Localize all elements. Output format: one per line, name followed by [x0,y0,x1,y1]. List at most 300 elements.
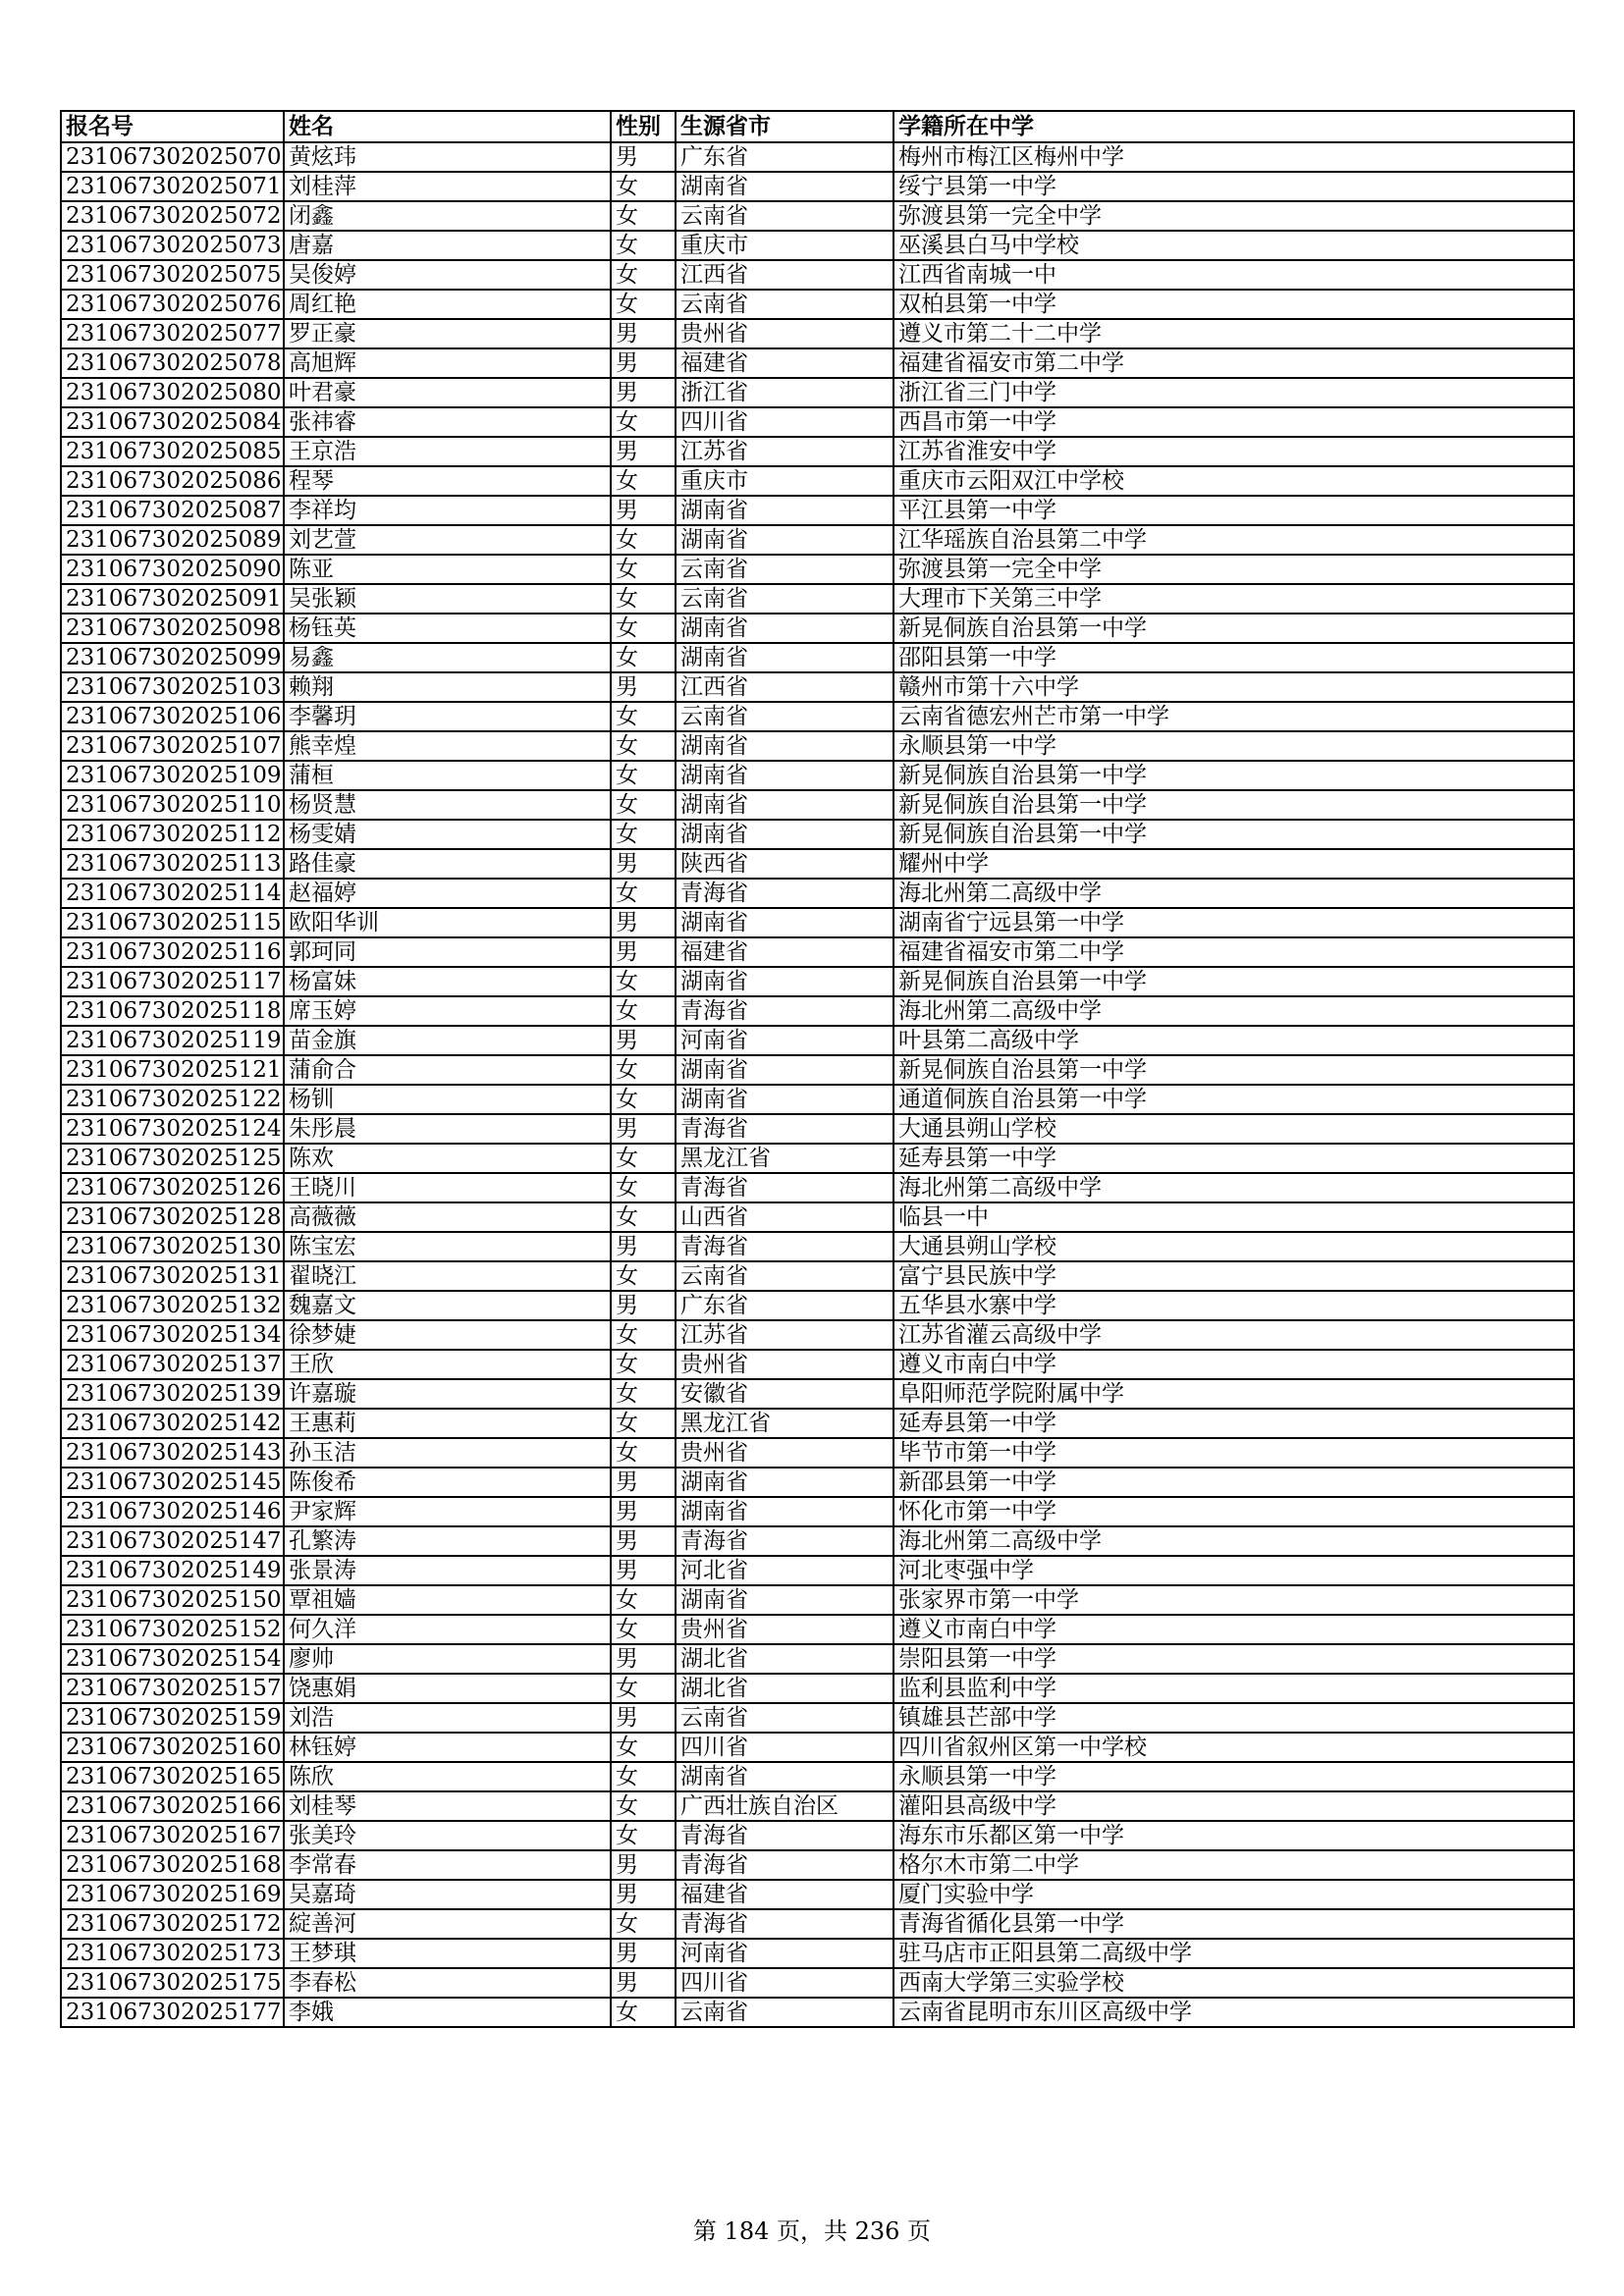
province-cell: 湖南省 [676,1055,893,1085]
province-cell: 广西壮族自治区 [676,1791,893,1821]
gender-cell: 男 [611,378,676,407]
gender-cell: 男 [611,496,676,525]
name-cell: 吴嘉琦 [284,1880,611,1909]
province-cell: 浙江省 [676,378,893,407]
name-cell: 尹家辉 [284,1497,611,1526]
gender-cell: 男 [611,1939,676,1968]
name-cell: 蒲桓 [284,761,611,790]
name-cell: 罗正豪 [284,319,611,348]
school-cell: 海北州第二高级中学 [893,996,1574,1026]
province-cell: 青海省 [676,879,893,908]
table-row [61,908,1574,937]
name-cell: 翟晓江 [284,1261,611,1291]
table-row [61,937,1574,967]
province-cell: 湖南省 [676,761,893,790]
school-cell: 新晃侗族自治县第一中学 [893,614,1574,643]
application-number-cell: 231067302025152 [61,1615,284,1644]
province-cell: 福建省 [676,348,893,378]
name-cell: 杨贤慧 [284,790,611,820]
school-cell: 张家界市第一中学 [893,1585,1574,1615]
province-cell: 云南省 [676,702,893,731]
name-cell: 张美玲 [284,1821,611,1850]
application-number-cell: 231067302025073 [61,231,284,260]
table-row [61,525,1574,555]
application-number-cell: 231067302025132 [61,1291,284,1320]
table-row [61,1821,1574,1850]
province-cell: 湖南省 [676,525,893,555]
name-cell: 唐嘉 [284,231,611,260]
province-cell: 湖南省 [676,790,893,820]
school-cell: 灌阳县高级中学 [893,1791,1574,1821]
name-cell: 张景涛 [284,1556,611,1585]
province-cell: 湖南省 [676,967,893,996]
application-number-cell: 231067302025154 [61,1644,284,1674]
province-cell: 青海省 [676,1232,893,1261]
name-cell: 陈亚 [284,555,611,584]
gender-cell: 男 [611,319,676,348]
province-cell: 湖南省 [676,496,893,525]
school-cell: 大理市下关第三中学 [893,584,1574,614]
gender-cell: 男 [611,1703,676,1733]
gender-cell: 男 [611,1526,676,1556]
name-cell: 孙玉洁 [284,1438,611,1468]
province-cell: 山西省 [676,1202,893,1232]
name-cell: 杨富妹 [284,967,611,996]
school-cell: 河北枣强中学 [893,1556,1574,1585]
province-cell: 湖南省 [676,1585,893,1615]
table-row [61,172,1574,201]
province-cell: 江西省 [676,672,893,702]
school-cell: 格尔木市第二中学 [893,1850,1574,1880]
application-number-cell: 231067302025076 [61,290,284,319]
table-row [61,1909,1574,1939]
name-cell: 刘艺萱 [284,525,611,555]
application-number-cell: 231067302025098 [61,614,284,643]
province-cell: 广东省 [676,142,893,172]
gender-cell: 女 [611,201,676,231]
application-number-cell: 231067302025080 [61,378,284,407]
province-cell: 青海省 [676,996,893,1026]
table-header-row [61,111,1574,142]
gender-cell: 男 [611,348,676,378]
application-number-cell: 231067302025089 [61,525,284,555]
name-cell: 吴俊婷 [284,260,611,290]
table-row [61,1968,1574,1998]
gender-cell: 女 [611,290,676,319]
table-row [61,1409,1574,1438]
table-row [61,879,1574,908]
school-cell: 遵义市南白中学 [893,1615,1574,1644]
gender-cell: 男 [611,1497,676,1526]
name-cell: 刘浩 [284,1703,611,1733]
application-number-cell: 231067302025075 [61,260,284,290]
province-cell: 湖南省 [676,172,893,201]
name-cell: 陈俊希 [284,1468,611,1497]
application-number-cell: 231067302025085 [61,437,284,466]
gender-cell: 女 [611,1585,676,1615]
gender-cell: 男 [611,849,676,879]
application-number-cell: 231067302025177 [61,1998,284,2027]
province-cell: 贵州省 [676,1350,893,1379]
gender-cell: 女 [611,1202,676,1232]
school-cell: 云南省昆明市东川区高级中学 [893,1998,1574,2027]
province-cell: 湖南省 [676,1762,893,1791]
school-cell: 叶县第二高级中学 [893,1026,1574,1055]
gender-cell: 女 [611,555,676,584]
page-number: 第 184 页，共 236 页 [692,2217,932,2245]
table-row [61,702,1574,731]
name-cell: 王梦琪 [284,1939,611,1968]
school-cell: 云南省德宏州芒市第一中学 [893,702,1574,731]
gender-cell: 女 [611,1379,676,1409]
school-cell: 大通县朔山学校 [893,1232,1574,1261]
province-cell: 黑龙江省 [676,1144,893,1173]
name-cell: 杨钰英 [284,614,611,643]
table-row [61,1026,1574,1055]
name-cell: 李常春 [284,1850,611,1880]
school-cell: 毕节市第一中学 [893,1438,1574,1468]
application-number-cell: 231067302025172 [61,1909,284,1939]
application-number-cell: 231067302025130 [61,1232,284,1261]
application-number-cell: 231067302025109 [61,761,284,790]
school-cell: 耀州中学 [893,849,1574,879]
table-row [61,290,1574,319]
table-row [61,1173,1574,1202]
table-row [61,1144,1574,1173]
header-application-number: 报名号 [61,111,284,142]
gender-cell: 女 [611,525,676,555]
name-cell: 孔繁涛 [284,1526,611,1556]
table-row [61,1585,1574,1615]
province-cell: 贵州省 [676,319,893,348]
school-cell: 临县一中 [893,1202,1574,1232]
school-cell: 平江县第一中学 [893,496,1574,525]
table-row [61,201,1574,231]
application-number-cell: 231067302025134 [61,1320,284,1350]
gender-cell: 女 [611,1350,676,1379]
gender-cell: 女 [611,1733,676,1762]
province-cell: 湖南省 [676,614,893,643]
table-row [61,967,1574,996]
school-cell: 遵义市第二十二中学 [893,319,1574,348]
name-cell: 王欣 [284,1350,611,1379]
application-number-cell: 231067302025137 [61,1350,284,1379]
gender-cell: 男 [611,1850,676,1880]
gender-cell: 女 [611,1055,676,1085]
table-row [61,672,1574,702]
name-cell: 周红艳 [284,290,611,319]
name-cell: 陈欢 [284,1144,611,1173]
name-cell: 易鑫 [284,643,611,672]
province-cell: 江苏省 [676,1320,893,1350]
province-cell: 湖南省 [676,908,893,937]
table-row [61,1261,1574,1291]
application-number-cell: 231067302025173 [61,1939,284,1968]
gender-cell: 男 [611,1880,676,1909]
application-number-cell: 231067302025142 [61,1409,284,1438]
application-number-cell: 231067302025103 [61,672,284,702]
table-row [61,466,1574,496]
name-cell: 李春松 [284,1968,611,1998]
application-number-cell: 231067302025084 [61,407,284,437]
name-cell: 魏嘉文 [284,1291,611,1320]
name-cell: 王惠莉 [284,1409,611,1438]
province-cell: 安徽省 [676,1379,893,1409]
gender-cell: 男 [611,1556,676,1585]
gender-cell: 男 [611,142,676,172]
name-cell: 李祥均 [284,496,611,525]
application-number-cell: 231067302025090 [61,555,284,584]
table-row [61,1674,1574,1703]
name-cell: 叶君豪 [284,378,611,407]
gender-cell: 女 [611,643,676,672]
province-cell: 青海省 [676,1526,893,1556]
school-cell: 邵阳县第一中学 [893,643,1574,672]
name-cell: 欧阳华训 [284,908,611,937]
gender-cell: 女 [611,1791,676,1821]
school-cell: 江苏省灌云高级中学 [893,1320,1574,1350]
school-cell: 新晃侗族自治县第一中学 [893,1055,1574,1085]
province-cell: 贵州省 [676,1438,893,1468]
application-number-cell: 231067302025157 [61,1674,284,1703]
name-cell: 郭珂同 [284,937,611,967]
application-number-cell: 231067302025125 [61,1144,284,1173]
school-cell: 厦门实验中学 [893,1880,1574,1909]
gender-cell: 女 [611,1261,676,1291]
application-number-cell: 231067302025147 [61,1526,284,1556]
school-cell: 浙江省三门中学 [893,378,1574,407]
name-cell: 张祎睿 [284,407,611,437]
school-cell: 绥宁县第一中学 [893,172,1574,201]
gender-cell: 男 [611,437,676,466]
application-number-cell: 231067302025110 [61,790,284,820]
name-cell: 熊幸煌 [284,731,611,761]
name-cell: 赵福婷 [284,879,611,908]
table-row [61,1232,1574,1261]
school-cell: 崇阳县第一中学 [893,1644,1574,1674]
school-cell: 新晃侗族自治县第一中学 [893,761,1574,790]
name-cell: 陈宝宏 [284,1232,611,1261]
gender-cell: 女 [611,1615,676,1644]
table-row [61,1085,1574,1114]
province-cell: 云南省 [676,290,893,319]
table-row [61,1791,1574,1821]
school-cell: 延寿县第一中学 [893,1409,1574,1438]
province-cell: 云南省 [676,201,893,231]
name-cell: 朱彤晨 [284,1114,611,1144]
school-cell: 四川省叙州区第一中学校 [893,1733,1574,1762]
application-number-cell: 231067302025112 [61,820,284,849]
name-cell: 王京浩 [284,437,611,466]
name-cell: 杨钏 [284,1085,611,1114]
school-cell: 福建省福安市第二中学 [893,937,1574,967]
gender-cell: 女 [611,1674,676,1703]
province-cell: 湖北省 [676,1674,893,1703]
table-row [61,348,1574,378]
student-list-table [60,110,1575,2028]
name-cell: 刘桂萍 [284,172,611,201]
province-cell: 黑龙江省 [676,1409,893,1438]
name-cell: 程琴 [284,466,611,496]
school-cell: 弥渡县第一完全中学 [893,201,1574,231]
name-cell: 綻善河 [284,1909,611,1939]
table-row [61,496,1574,525]
application-number-cell: 231067302025086 [61,466,284,496]
gender-cell: 女 [611,1438,676,1468]
application-number-cell: 231067302025175 [61,1968,284,1998]
school-cell: 重庆市云阳双江中学校 [893,466,1574,496]
gender-cell: 女 [611,1173,676,1202]
province-cell: 贵州省 [676,1615,893,1644]
school-cell: 西南大学第三实验学校 [893,1968,1574,1998]
gender-cell: 女 [611,1144,676,1173]
province-cell: 青海省 [676,1173,893,1202]
name-cell: 黄炫玮 [284,142,611,172]
application-number-cell: 231067302025117 [61,967,284,996]
school-cell: 海北州第二高级中学 [893,1173,1574,1202]
table-row [61,1114,1574,1144]
application-number-cell: 231067302025071 [61,172,284,201]
application-number-cell: 231067302025150 [61,1585,284,1615]
province-cell: 四川省 [676,1733,893,1762]
application-number-cell: 231067302025121 [61,1055,284,1085]
gender-cell: 女 [611,967,676,996]
table-row [61,1320,1574,1350]
application-number-cell: 231067302025119 [61,1026,284,1055]
table-row [61,555,1574,584]
application-number-cell: 231067302025145 [61,1468,284,1497]
table-row [61,378,1574,407]
header-school: 学籍所在中学 [893,111,1574,142]
application-number-cell: 231067302025087 [61,496,284,525]
name-cell: 许嘉璇 [284,1379,611,1409]
table-row [61,142,1574,172]
gender-cell: 女 [611,172,676,201]
application-number-cell: 231067302025114 [61,879,284,908]
header-gender: 性别 [611,111,676,142]
table-row [61,1497,1574,1526]
application-number-cell: 231067302025122 [61,1085,284,1114]
school-cell: 双柏县第一中学 [893,290,1574,319]
school-cell: 西昌市第一中学 [893,407,1574,437]
school-cell: 江西省南城一中 [893,260,1574,290]
gender-cell: 女 [611,790,676,820]
school-cell: 巫溪县白马中学校 [893,231,1574,260]
application-number-cell: 231067302025099 [61,643,284,672]
gender-cell: 女 [611,1320,676,1350]
application-number-cell: 231067302025131 [61,1261,284,1291]
name-cell: 陈欣 [284,1762,611,1791]
application-number-cell: 231067302025146 [61,1497,284,1526]
school-cell: 五华县水寨中学 [893,1291,1574,1320]
application-number-cell: 231067302025128 [61,1202,284,1232]
name-cell: 赖翔 [284,672,611,702]
application-number-cell: 231067302025166 [61,1791,284,1821]
table-row [61,761,1574,790]
province-cell: 湖南省 [676,1468,893,1497]
table-row [61,584,1574,614]
table-row [61,1055,1574,1085]
table-row [61,1850,1574,1880]
province-cell: 湖北省 [676,1644,893,1674]
gender-cell: 女 [611,614,676,643]
table-row [61,1379,1574,1409]
school-cell: 梅州市梅江区梅州中学 [893,142,1574,172]
application-number-cell: 231067302025113 [61,849,284,879]
table-row [61,260,1574,290]
application-number-cell: 231067302025126 [61,1173,284,1202]
gender-cell: 男 [611,1644,676,1674]
school-cell: 通道侗族自治县第一中学 [893,1085,1574,1114]
gender-cell: 男 [611,937,676,967]
school-cell: 赣州市第十六中学 [893,672,1574,702]
gender-cell: 男 [611,1026,676,1055]
province-cell: 湖南省 [676,731,893,761]
school-cell: 遵义市南白中学 [893,1350,1574,1379]
province-cell: 重庆市 [676,466,893,496]
application-number-cell: 231067302025116 [61,937,284,967]
application-number-cell: 231067302025169 [61,1880,284,1909]
header-province: 生源省市 [676,111,893,142]
school-cell: 阜阳师范学院附属中学 [893,1379,1574,1409]
application-number-cell: 231067302025106 [61,702,284,731]
gender-cell: 男 [611,1291,676,1320]
school-cell: 弥渡县第一完全中学 [893,555,1574,584]
table-row [61,1733,1574,1762]
province-cell: 四川省 [676,407,893,437]
table-row [61,1556,1574,1585]
gender-cell: 男 [611,1114,676,1144]
province-cell: 云南省 [676,1261,893,1291]
application-number-cell: 231067302025077 [61,319,284,348]
school-cell: 江苏省淮安中学 [893,437,1574,466]
gender-cell: 男 [611,1232,676,1261]
gender-cell: 女 [611,407,676,437]
name-cell: 何久洋 [284,1615,611,1644]
table-row [61,1468,1574,1497]
school-cell: 江华瑶族自治县第二中学 [893,525,1574,555]
application-number-cell: 231067302025159 [61,1703,284,1733]
school-cell: 新晃侗族自治县第一中学 [893,967,1574,996]
school-cell: 镇雄县芒部中学 [893,1703,1574,1733]
name-cell: 徐梦婕 [284,1320,611,1350]
name-cell: 刘桂琴 [284,1791,611,1821]
application-number-cell: 231067302025091 [61,584,284,614]
table-row [61,790,1574,820]
name-cell: 闭鑫 [284,201,611,231]
application-number-cell: 231067302025070 [61,142,284,172]
table-row [61,231,1574,260]
name-cell: 高旭辉 [284,348,611,378]
gender-cell: 男 [611,908,676,937]
table-row [61,643,1574,672]
province-cell: 云南省 [676,584,893,614]
name-cell: 李娥 [284,1998,611,2027]
school-cell: 新邵县第一中学 [893,1468,1574,1497]
school-cell: 海北州第二高级中学 [893,879,1574,908]
province-cell: 青海省 [676,1821,893,1850]
province-cell: 河南省 [676,1026,893,1055]
gender-cell: 女 [611,996,676,1026]
school-cell: 海北州第二高级中学 [893,1526,1574,1556]
application-number-cell: 231067302025160 [61,1733,284,1762]
application-number-cell: 231067302025078 [61,348,284,378]
gender-cell: 男 [611,672,676,702]
school-cell: 怀化市第一中学 [893,1497,1574,1526]
province-cell: 湖南省 [676,643,893,672]
province-cell: 重庆市 [676,231,893,260]
application-number-cell: 231067302025107 [61,731,284,761]
